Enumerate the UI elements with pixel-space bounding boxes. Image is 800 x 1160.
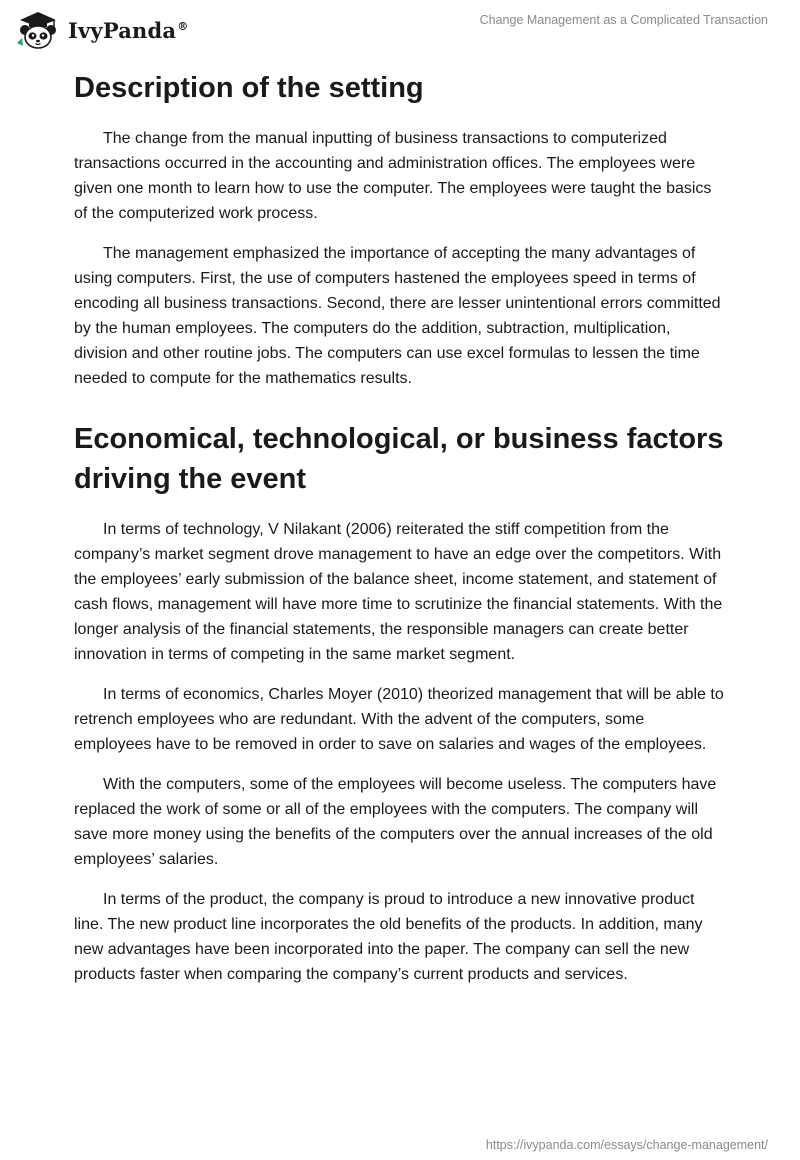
- section-heading-setting: Description of the setting: [74, 72, 424, 104]
- panda-mascot-icon: [14, 10, 62, 50]
- section-heading-factors: Economical, technological, or business factors driving the event: [74, 423, 724, 495]
- paragraph: In terms of technology, V Nilakant (2006) reiterated the stiff competition from the company’s market segment drove management to have an edge over the competitors. With the employees’ early submission of the balance sheet, income statement, and statement of cash flows, management will have more time to scrutinize the financial statements. With the longer analysis of the financial statements, the responsible managers can create better innovation in terms of competing in the same market segment.: [74, 521, 723, 663]
- footer-source-url[interactable]: https://ivypanda.com/essays/change-management/: [485, 1138, 768, 1152]
- paragraph: The change from the manual inputting of business transactions to computerized transactions occurred in the accounting and administration offices. The employees were given one month to learn how to use the computer. The employees were taught the basics of the computerized work process.: [74, 130, 712, 222]
- essay-content: [74, 68, 724, 1002]
- paragraph: With the computers, some of the employees will become useless. The computers have replaced the work of some or all of the employees with the computers. The company will save more money using the benefits of the computers over the annual increases of the old employees’ salaries.: [74, 776, 717, 868]
- ivypanda-logo[interactable]: [14, 8, 188, 52]
- paragraph: The management emphasized the importance of accepting the many advantages of using computers. First, the use of computers hastened the employees speed in terms of encoding all business transactions. Second, there are lesser unintentional errors committed by the human employees. The computers do the addition, subtraction, multiplication, division and other routine jobs. The computers can use excel formulas to lessen the time needed to compute for the mathematics results.: [74, 245, 721, 387]
- page-header: [0, 0, 800, 60]
- paragraph: In terms of the product, the company is proud to introduce a new innovative product line. The new product line incorporates the old benefits of the products. In addition, many new advantages have been incorporated into the paper. The company can sell the new products faster when comparing the company’s current products and services.: [74, 891, 703, 983]
- document-title: Change Management as a Complicated Transaction: [479, 13, 768, 27]
- brand-name: IvyPanda®: [68, 17, 189, 43]
- paragraph: In terms of economics, Charles Moyer (2010) theorized management that will be able to retrench employees who are redundant. With the advent of the computers, some employees have to be removed in order to save on salaries and wages of the employees.: [74, 686, 724, 753]
